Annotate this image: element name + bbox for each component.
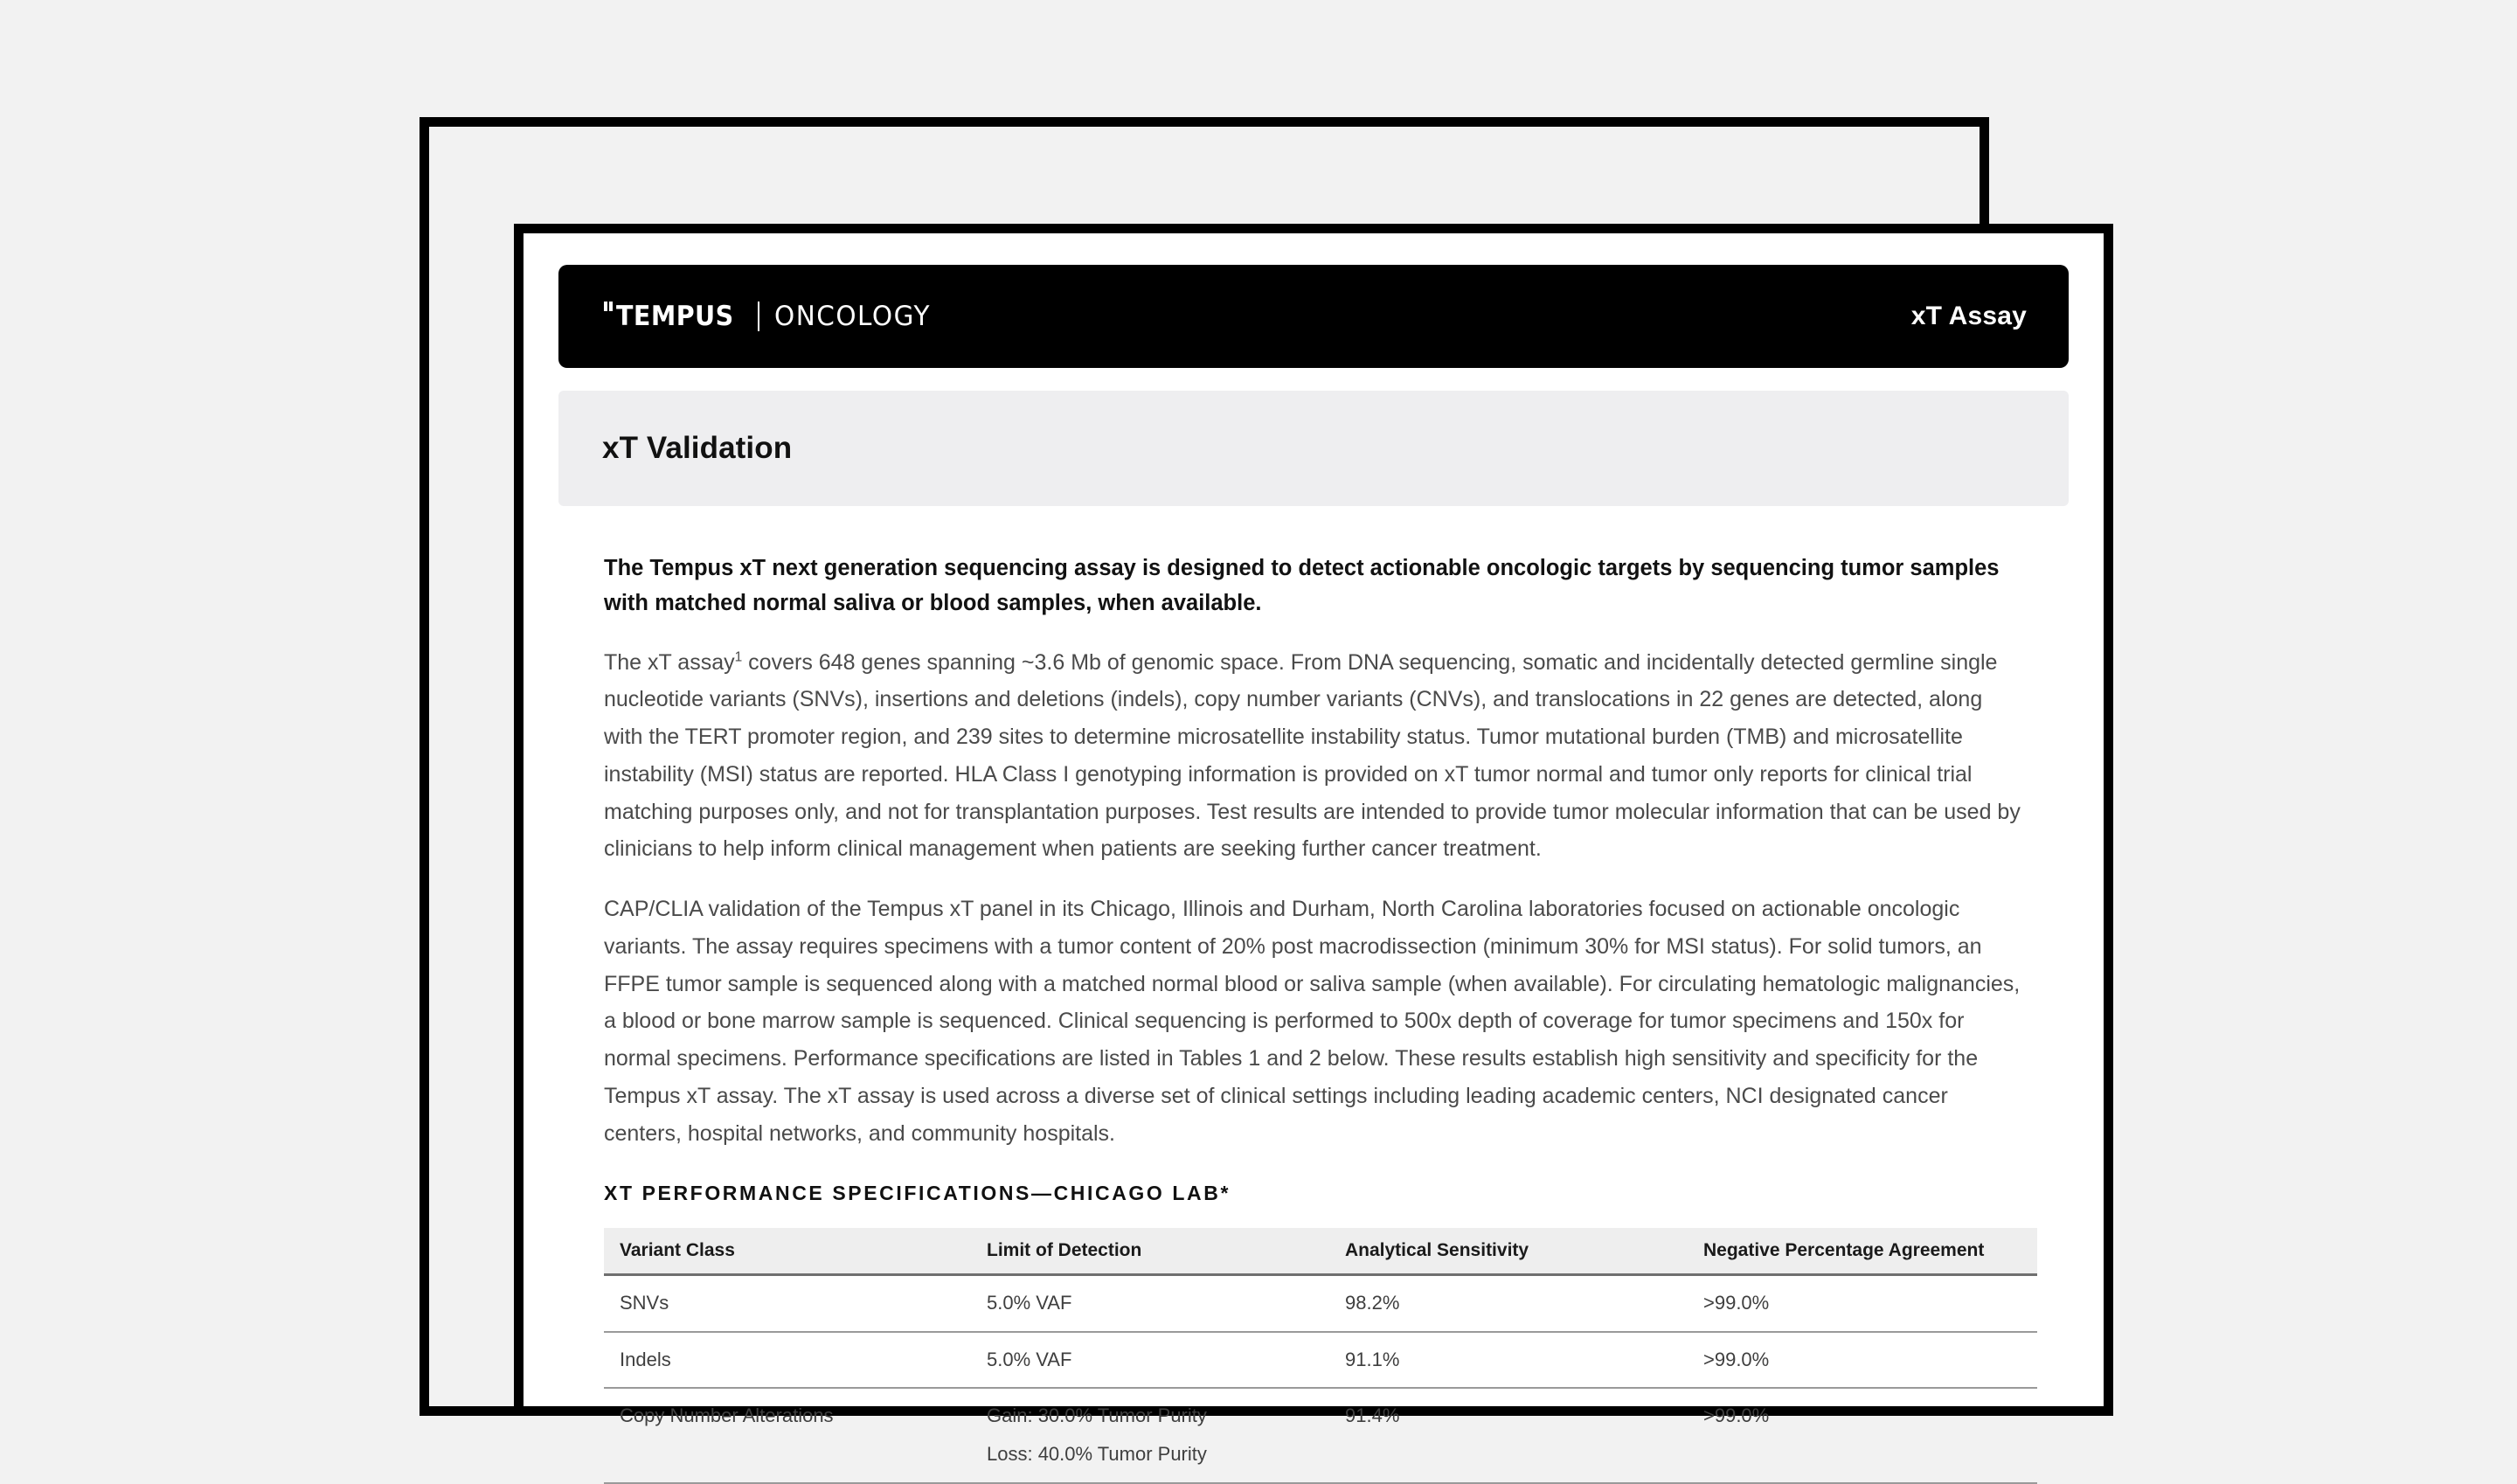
table-row [604, 1275, 2037, 1332]
cell-limit-of-detection [971, 1275, 1329, 1332]
document-inner [524, 233, 2104, 1466]
column-header-limit-of-detection: Limit of Detection [971, 1228, 1329, 1275]
tempus-mark-icon [604, 302, 614, 331]
performance-specifications-table [604, 1228, 2037, 1483]
tempus-oncology-logo [604, 265, 940, 368]
table-header [604, 1228, 2037, 1275]
paragraph-1-prefix: The xT assay [604, 649, 735, 675]
cell-variant-class: Indels [604, 1332, 971, 1388]
cell-limit-of-detection [971, 1388, 1329, 1483]
cell-negative-percentage-agreement: >99.0% [1688, 1388, 2037, 1483]
lod-line-1: 5.0% VAF [987, 1348, 1072, 1370]
body-paragraph-2: CAP/CLIA validation of the Tempus xT panel in its Chicago, Illinois and Durham, North Carolina laboratories focused on actionable oncologic variants. The assay requires specimens with a tumor content of 20% post macrodissection (minimum 30% for MSI status). For solid tumors, an FFPE tumor sample is sequenced along with a matched normal blood or saliva sample (when available). For circulating hematologic malignancies, a blood or bone marrow sample is sequenced. Clinical sequencing is performed to 500x depth of coverage for tumor specimens and 150x for normal specimens. Performance specifications are listed in Tables 1 and 2 below. These results establish high sensitivity and specificity for the Tempus xT assay. The xT assay is used across a diverse set of clinical settings including leading academic centers, NCI designated cancer centers, hospital networks, and community hospitals. [604, 897, 2021, 1146]
page-title-band [558, 391, 2069, 506]
lead-paragraph: The Tempus xT next generation sequencing assay is designed to detect actionable oncologic targets by sequencing tumor samples with matched normal saliva or blood samples, when available. [604, 556, 2000, 615]
cell-analytical-sensitivity: 91.1% [1329, 1332, 1688, 1388]
footnote-marker: 1 [734, 649, 743, 665]
cell-variant-class: Copy Number Alterations [604, 1388, 971, 1483]
column-header-negative-percentage-agreement: Negative Percentage Agreement [1688, 1228, 2037, 1275]
table-header-row [604, 1228, 2037, 1275]
assay-label: xT Assay [1910, 302, 2027, 330]
table-body [604, 1275, 2037, 1483]
table-row [604, 1388, 2037, 1483]
lod-line-2: Loss: 40.0% Tumor Purity [987, 1443, 1207, 1466]
document-body [558, 506, 2069, 1484]
body-paragraph-1 [604, 644, 2023, 869]
cell-negative-percentage-agreement: >99.0% [1688, 1332, 2037, 1388]
column-header-variant-class: Variant Class [604, 1228, 971, 1275]
section-heading-performance-specs: XT PERFORMANCE SPECIFICATIONS—CHICAGO LAB* [604, 1182, 1231, 1205]
lod-line-1: 5.0% VAF [987, 1292, 1072, 1314]
brand-oncology-wordmark: ONCOLOGY [774, 300, 932, 332]
page-title: xT Validation [602, 431, 793, 465]
brand-divider [758, 302, 759, 331]
cell-analytical-sensitivity: 98.2% [1329, 1275, 1688, 1332]
cell-negative-percentage-agreement: >99.0% [1688, 1275, 2037, 1332]
paragraph-1-rest: covers 648 genes spanning ~3.6 Mb of genomic space. From DNA sequencing, somatic and incidentally detected germline single nucleotide variants (SNVs), insertions and deletions (indels), copy number variants (CNVs), and translocations in 22 genes are detected, along with the TERT promoter region, and 239 sites to determine microsatellite instability status. Tumor mutational burden (TMB) and microsatellite instability (MSI) status are reported. HLA Class I genotyping information is provided on xT tumor normal and tumor only reports for clinical trial matching purposes only, and not for transplantation purposes. Test results are intended to provide tumor molecular information that can be used by clinicians to help inform clinical management when patients are seeking further cancer treatment. [604, 649, 2021, 862]
cell-limit-of-detection [971, 1332, 1329, 1388]
document-header-bar [558, 265, 2069, 368]
lod-line-1: Gain: 30.0% Tumor Purity [987, 1404, 1207, 1426]
table-row [604, 1332, 2037, 1388]
column-header-analytical-sensitivity: Analytical Sensitivity [1329, 1228, 1688, 1275]
brand-tempus-wordmark: TEMPUS [616, 300, 734, 332]
cell-variant-class: SNVs [604, 1275, 971, 1332]
document-panel [514, 224, 2113, 1466]
cell-analytical-sensitivity: 91.4% [1329, 1388, 1688, 1483]
